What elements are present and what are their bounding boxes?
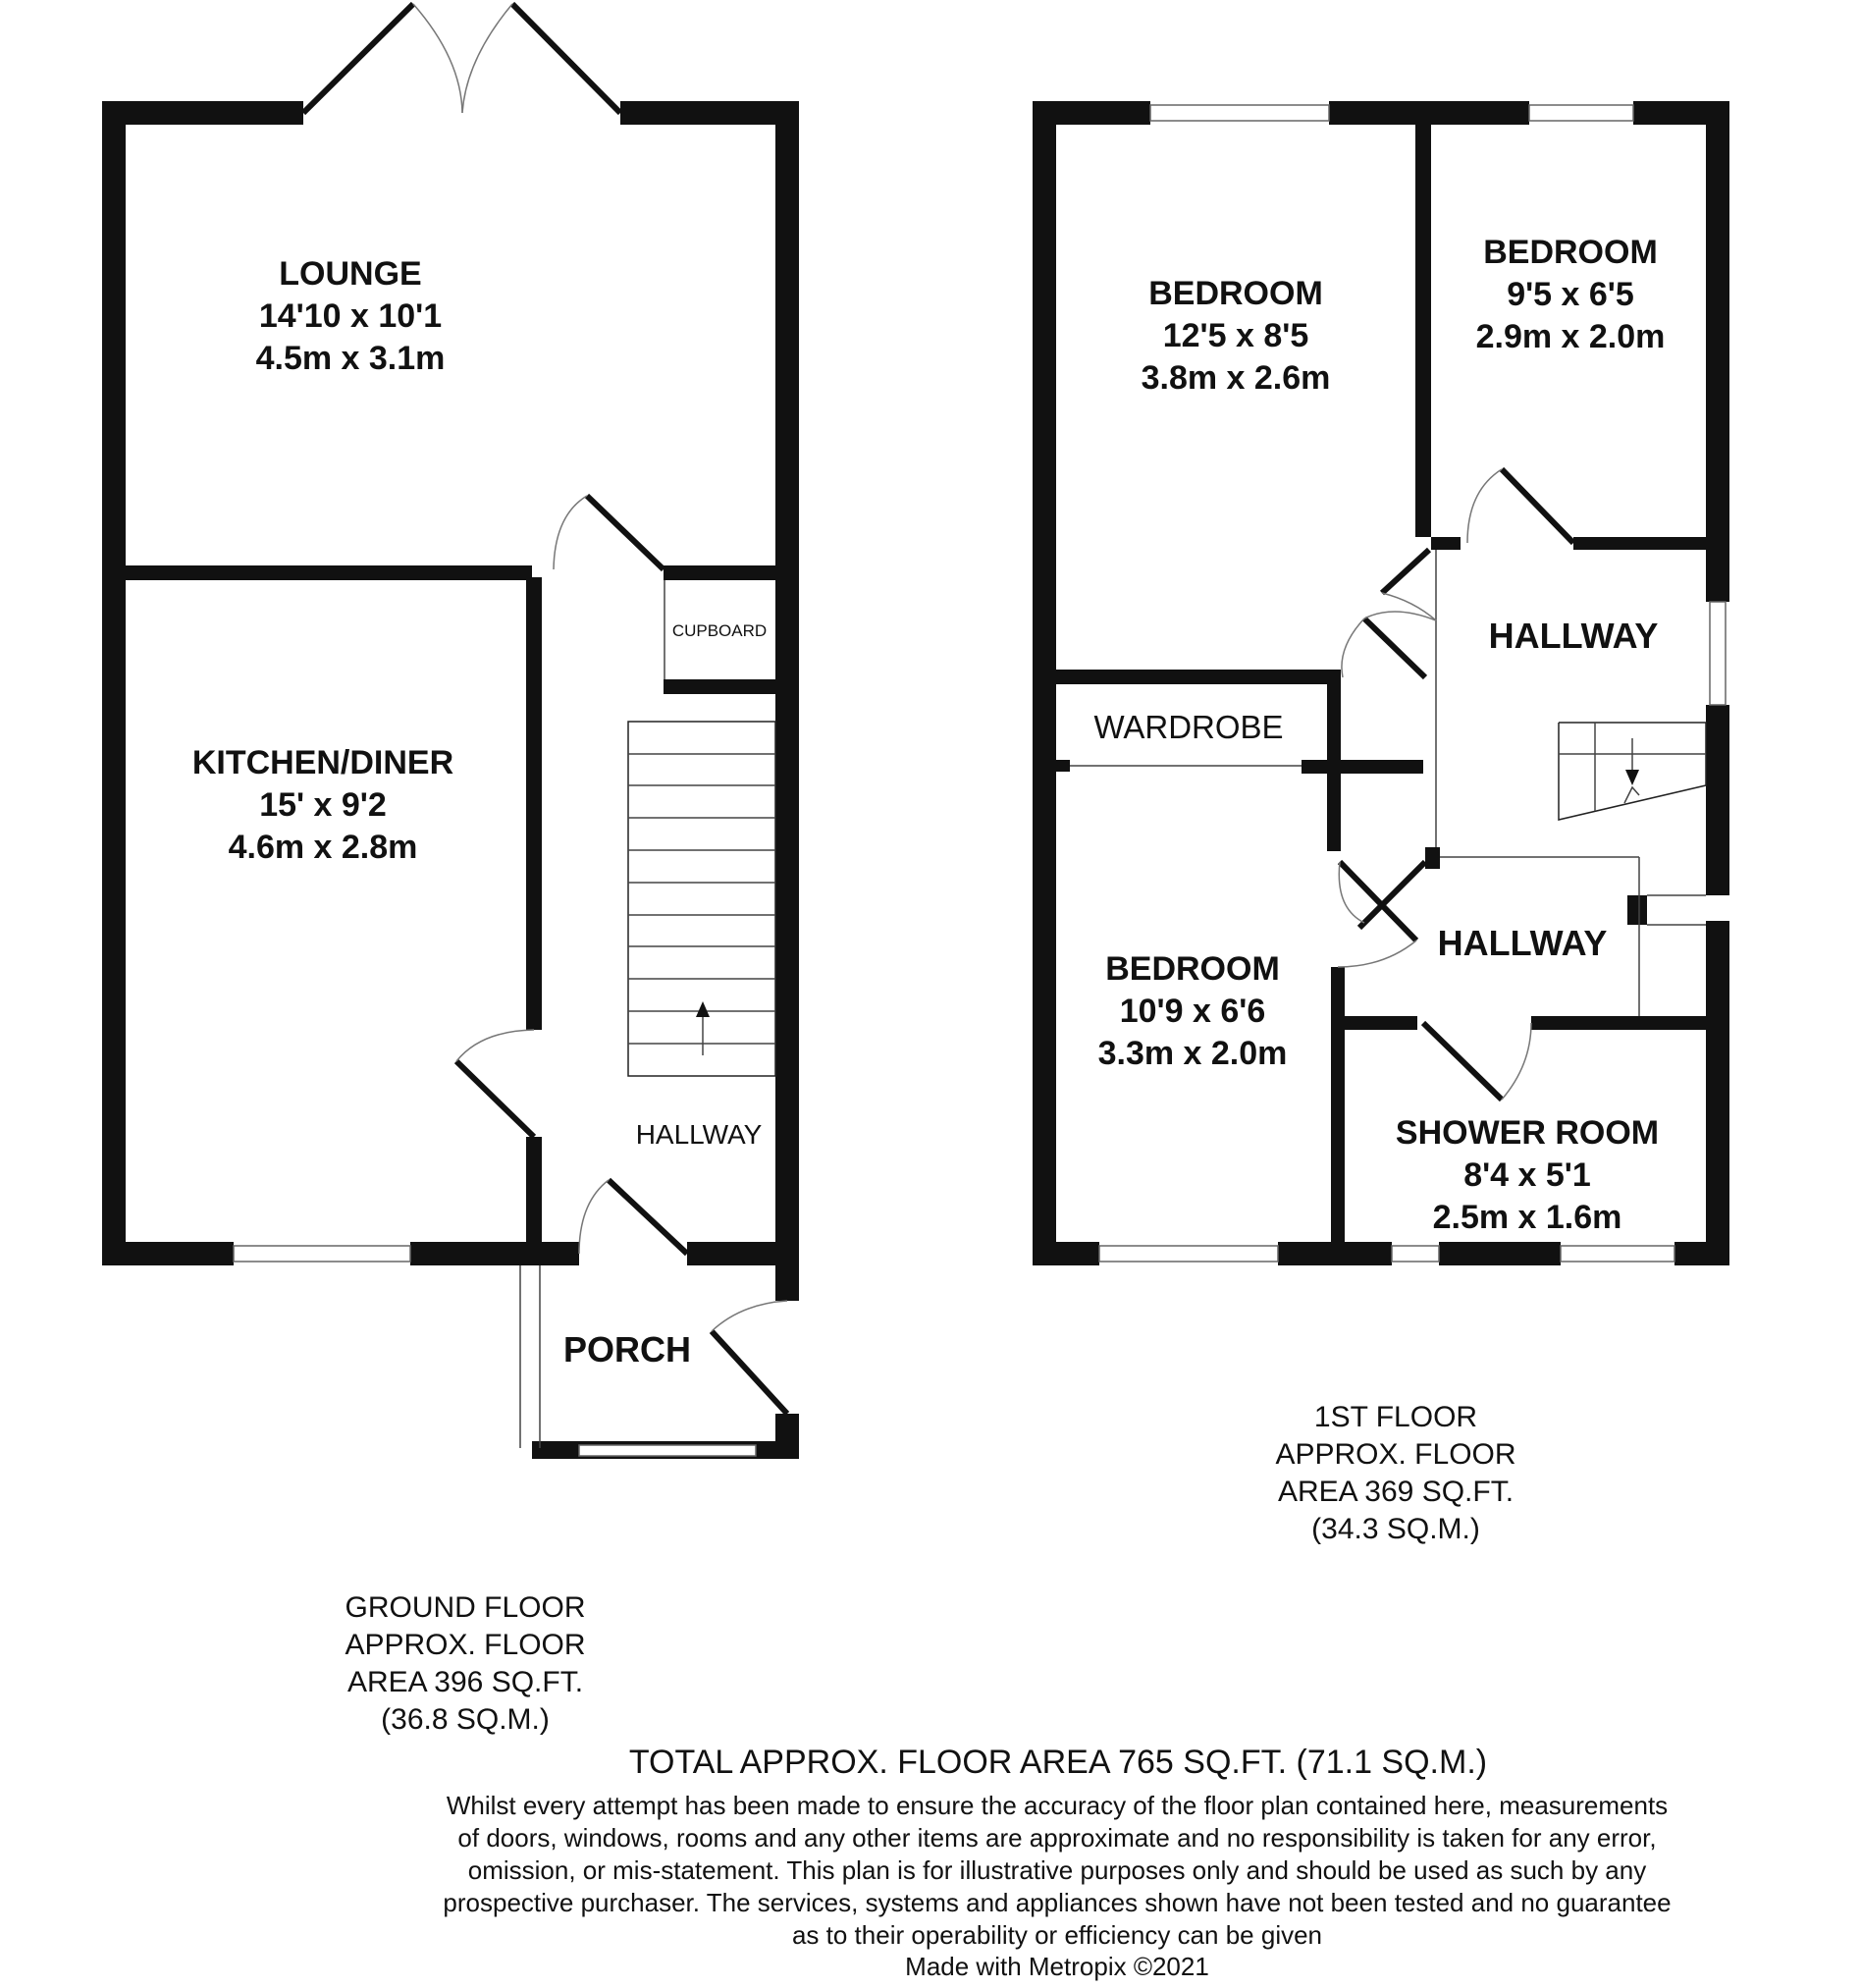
ff-wall	[1706, 101, 1729, 602]
porch-label: PORCH	[562, 1329, 692, 1370]
shower-room-label: SHOWER ROOM	[1395, 1114, 1660, 1152]
gf-hallway-label: HALLWAY	[635, 1119, 763, 1150]
door-swing	[579, 1180, 609, 1254]
french-door-left[interactable]	[303, 4, 413, 113]
window	[579, 1445, 756, 1456]
shower-room-dimensions-imperial: 8'4 x 5'1	[1463, 1156, 1591, 1194]
ff-area-line4: (34.3 SQ.M.)	[1311, 1513, 1480, 1545]
ff-wall	[1033, 1242, 1099, 1265]
credit: Made with Metropix ©2021	[905, 1952, 1209, 1981]
ff-wall	[1439, 1242, 1561, 1265]
staircase	[628, 722, 775, 1076]
gf-area-line1: GROUND FLOOR	[345, 1591, 586, 1624]
gf-area-line4: (36.8 SQ.M.)	[381, 1703, 550, 1736]
disclaimer-line: as to their operability or efficiency can be given	[791, 1920, 1323, 1950]
ff-area-line3: AREA 369 SQ.FT.	[1277, 1476, 1515, 1508]
gf-wall	[102, 1242, 234, 1265]
bedroom3-label: BEDROOM	[1105, 950, 1280, 988]
disclaimer-line: prospective purchaser. The services, systems and appliances shown have not been tested and no guarantee	[443, 1888, 1672, 1917]
bedroom3-dimensions-metric: 3.3m x 2.0m	[1097, 1035, 1288, 1072]
porch-inner-door[interactable]	[609, 1180, 687, 1254]
gf-wall	[410, 1242, 579, 1265]
ff-wall	[1331, 967, 1345, 1265]
disclaimer	[443, 1791, 1671, 1950]
ff-wall	[1302, 760, 1423, 774]
bedroom3-door[interactable]	[1340, 862, 1416, 940]
wardrobe-label: WARDROBE	[1093, 709, 1284, 745]
shower-room-door[interactable]	[1423, 1023, 1502, 1100]
gf-wall	[775, 1414, 799, 1459]
ff-area-line2: APPROX. FLOOR	[1275, 1438, 1516, 1471]
kitchen-dimensions-metric: 4.6m x 2.8m	[228, 829, 418, 866]
disclaimer-line: omission, or mis-statement. This plan is for illustrative purposes only and should be used as such by any	[467, 1855, 1647, 1885]
lounge-door[interactable]	[587, 496, 664, 569]
gf-area-line3: AREA 396 SQ.FT.	[346, 1666, 584, 1698]
door-swing	[712, 1301, 787, 1331]
disclaimer-line: Whilst every attempt has been made to ensure the accuracy of the floor plan contained here, measurements	[446, 1791, 1669, 1820]
kitchen-door[interactable]	[456, 1061, 534, 1137]
ff-wall	[1706, 921, 1729, 1265]
lounge-dimensions-metric: 4.5m x 3.1m	[255, 340, 446, 377]
window	[1710, 602, 1726, 705]
gf-wall	[526, 1137, 542, 1265]
ff-wall	[1056, 760, 1070, 772]
gf-wall	[102, 101, 303, 125]
french-door-right[interactable]	[512, 4, 620, 113]
window	[1561, 1246, 1674, 1262]
disclaimer-line: of doors, windows, rooms and any other items are approximate and no responsibility is taken for any error,	[457, 1823, 1657, 1853]
ff-wall	[1627, 895, 1647, 925]
bedroom2-dimensions-imperial: 9'5 x 6'5	[1507, 276, 1634, 313]
gf-wall	[526, 577, 542, 1030]
bedroom2-dimensions-metric: 2.9m x 2.0m	[1475, 318, 1666, 355]
lounge-dimensions-imperial: 14'10 x 10'1	[258, 297, 443, 335]
door-swing	[1342, 618, 1364, 677]
gf-area-line2: APPROX. FLOOR	[345, 1629, 586, 1661]
window	[1529, 105, 1633, 121]
door-swing	[1338, 940, 1416, 967]
door-swing	[413, 4, 462, 113]
ff-wall	[1415, 101, 1431, 537]
ff-wall	[1706, 705, 1729, 895]
ff-hallway-upper-label: HALLWAY	[1488, 616, 1659, 656]
bedroom3-dimensions-imperial: 10'9 x 6'6	[1119, 993, 1266, 1030]
cupboard-door[interactable]	[1364, 618, 1425, 677]
window	[1392, 1246, 1439, 1262]
ground-floor-plan	[102, 4, 799, 1459]
bedroom2-label: BEDROOM	[1483, 234, 1658, 271]
ff-wall	[1674, 1242, 1729, 1265]
gf-wall	[664, 679, 799, 694]
gf-wall	[775, 101, 799, 1301]
door-swing	[456, 1030, 534, 1061]
ff-wall	[1425, 847, 1440, 869]
kitchen-label: KITCHEN/DINER	[191, 744, 454, 781]
ff-hallway-lower-label: HALLWAY	[1437, 923, 1608, 963]
ff-wall	[1573, 537, 1729, 550]
ff-wall	[1431, 537, 1461, 550]
first-floor-area-note	[1275, 1401, 1515, 1545]
kitchen-dimensions-imperial: 15' x 9'2	[259, 786, 387, 824]
first-floor-plan	[1033, 101, 1729, 1265]
bedroom2-door[interactable]	[1502, 469, 1573, 543]
door-swing	[462, 4, 512, 113]
window	[234, 1246, 410, 1262]
lounge-label: LOUNGE	[279, 255, 422, 293]
cupboard-label: CUPBOARD	[671, 621, 768, 640]
gf-wall	[664, 565, 799, 580]
ff-area-line1: 1ST FLOOR	[1313, 1401, 1478, 1433]
gf-wall	[102, 101, 126, 1265]
bedroom1-dimensions-metric: 3.8m x 2.6m	[1141, 359, 1331, 397]
bedroom1-dimensions-imperial: 12'5 x 8'5	[1162, 317, 1309, 354]
front-door[interactable]	[712, 1331, 787, 1414]
ff-wall	[1033, 670, 1335, 684]
door-swing	[554, 496, 587, 569]
window	[1099, 1246, 1278, 1262]
door-swing	[1467, 469, 1502, 543]
shower-room-dimensions-metric: 2.5m x 1.6m	[1432, 1199, 1622, 1236]
gf-wall	[687, 1242, 799, 1265]
door-swing	[1382, 593, 1436, 620]
ff-wall	[1345, 1016, 1417, 1030]
gf-wall	[102, 565, 532, 580]
window	[1150, 105, 1329, 121]
door-swing	[1502, 1023, 1531, 1100]
bedroom1-label: BEDROOM	[1148, 275, 1323, 312]
ground-floor-area-note	[345, 1591, 585, 1736]
cupboard-door[interactable]	[1382, 550, 1429, 593]
gf-wall	[620, 101, 799, 125]
ff-wall	[1531, 1016, 1729, 1030]
total-area: TOTAL APPROX. FLOOR AREA 765 SQ.FT. (71.1 SQ.M.)	[628, 1744, 1488, 1781]
